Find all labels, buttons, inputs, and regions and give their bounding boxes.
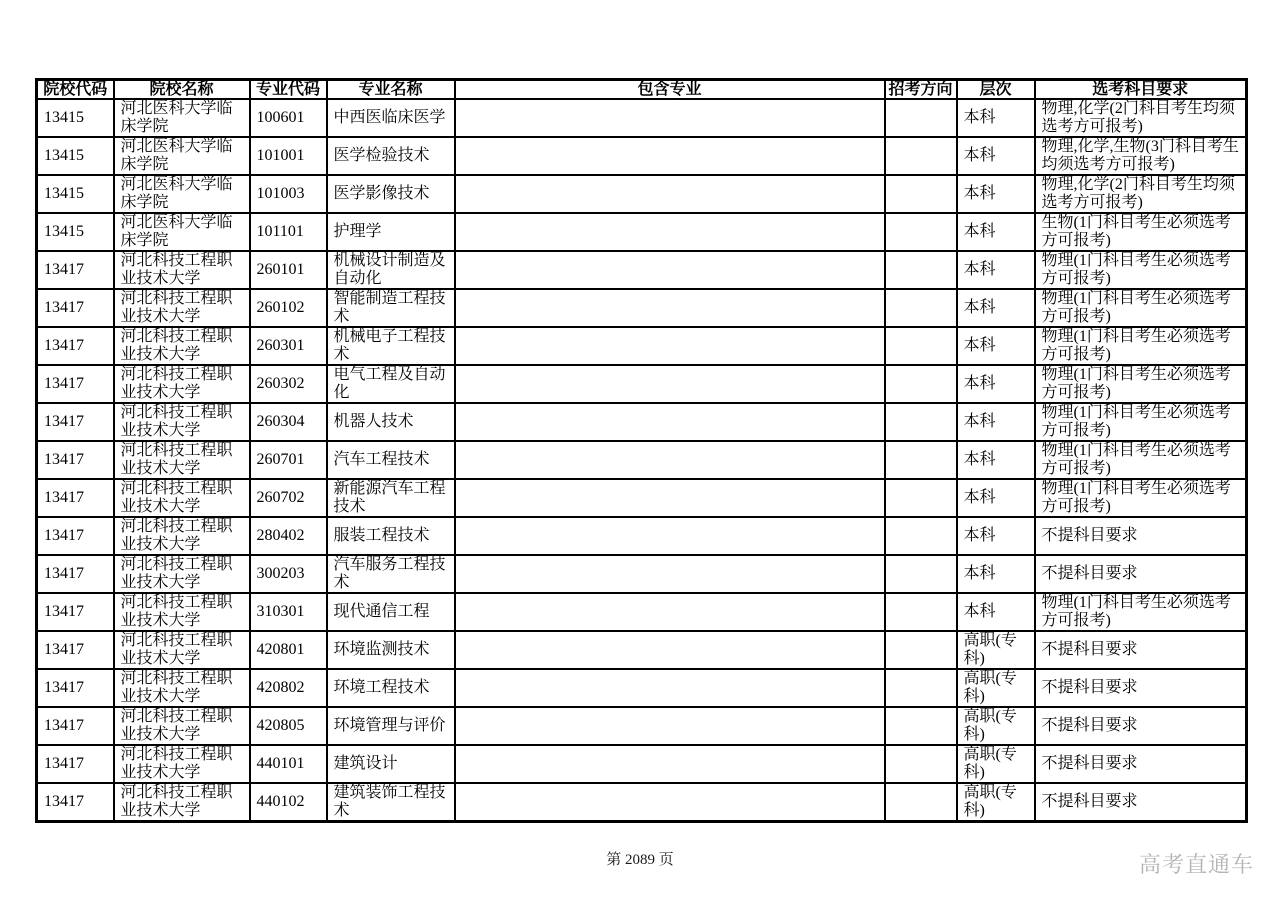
cell-requirement: 物理(1门科目考生必须选考方可报考) (1035, 251, 1247, 289)
cell-college-name: 河北医科大学临床学院 (114, 99, 250, 137)
cell-direction (885, 783, 957, 822)
table-body (37, 99, 1247, 822)
cell-college-name: 河北科技工程职业技术大学 (114, 251, 250, 289)
cell-requirement: 物理(1门科目考生必须选考方可报考) (1035, 403, 1247, 441)
cell-requirement: 物理(1门科目考生必须选考方可报考) (1035, 479, 1247, 517)
cell-major-code: 440102 (250, 783, 327, 822)
cell-college-code: 13417 (37, 517, 114, 555)
cell-major-code: 260702 (250, 479, 327, 517)
cell-college-code: 13417 (37, 707, 114, 745)
cell-included-majors (455, 327, 885, 365)
cell-included-majors (455, 707, 885, 745)
cell-level: 本科 (957, 289, 1035, 327)
cell-college-code: 13417 (37, 745, 114, 783)
cell-college-name: 河北科技工程职业技术大学 (114, 289, 250, 327)
cell-college-code: 13417 (37, 669, 114, 707)
cell-included-majors (455, 517, 885, 555)
cell-college-code: 13415 (37, 175, 114, 213)
cell-college-name: 河北科技工程职业技术大学 (114, 783, 250, 822)
cell-included-majors (455, 593, 885, 631)
cell-major-code: 280402 (250, 517, 327, 555)
cell-direction (885, 555, 957, 593)
cell-college-name: 河北科技工程职业技术大学 (114, 441, 250, 479)
cell-college-name: 河北科技工程职业技术大学 (114, 403, 250, 441)
cell-requirement: 物理(1门科目考生必须选考方可报考) (1035, 365, 1247, 403)
cell-college-name: 河北科技工程职业技术大学 (114, 517, 250, 555)
cell-major-name: 机器人技术 (327, 403, 455, 441)
cell-college-name: 河北科技工程职业技术大学 (114, 555, 250, 593)
cell-college-code: 13415 (37, 137, 114, 175)
cell-major-name: 环境管理与评价 (327, 707, 455, 745)
cell-major-code: 260101 (250, 251, 327, 289)
cell-major-name: 建筑装饰工程技术 (327, 783, 455, 822)
table-row (37, 365, 1247, 403)
cell-direction (885, 441, 957, 479)
cell-included-majors (455, 745, 885, 783)
cell-major-code: 420801 (250, 631, 327, 669)
cell-included-majors (455, 669, 885, 707)
cell-direction (885, 517, 957, 555)
table-row (37, 593, 1247, 631)
cell-college-name: 河北科技工程职业技术大学 (114, 631, 250, 669)
cell-college-name: 河北科技工程职业技术大学 (114, 365, 250, 403)
cell-direction (885, 137, 957, 175)
cell-requirement: 不提科目要求 (1035, 669, 1247, 707)
cell-major-name: 智能制造工程技术 (327, 289, 455, 327)
cell-requirement: 生物(1门科目考生必须选考方可报考) (1035, 213, 1247, 251)
watermark-text: 高考直通车 (1138, 852, 1254, 877)
table-row (37, 555, 1247, 593)
table-header-row (37, 80, 1247, 100)
cell-requirement: 物理(1门科目考生必须选考方可报考) (1035, 289, 1247, 327)
cell-included-majors (455, 99, 885, 137)
cell-major-code: 300203 (250, 555, 327, 593)
cell-level: 本科 (957, 175, 1035, 213)
cell-level: 本科 (957, 555, 1035, 593)
cell-major-code: 101001 (250, 137, 327, 175)
cell-major-name: 现代通信工程 (327, 593, 455, 631)
cell-level: 本科 (957, 403, 1035, 441)
cell-direction (885, 327, 957, 365)
table-row (37, 175, 1247, 213)
cell-college-code: 13417 (37, 783, 114, 822)
cell-college-code: 13415 (37, 99, 114, 137)
cell-major-code: 101101 (250, 213, 327, 251)
cell-direction (885, 213, 957, 251)
cell-college-name: 河北科技工程职业技术大学 (114, 745, 250, 783)
cell-included-majors (455, 251, 885, 289)
table-row (37, 327, 1247, 365)
cell-major-name: 服装工程技术 (327, 517, 455, 555)
table-row (37, 137, 1247, 175)
column-header-level: 层次 (957, 80, 1035, 100)
cell-major-code: 260701 (250, 441, 327, 479)
cell-direction (885, 593, 957, 631)
cell-direction (885, 479, 957, 517)
cell-college-name: 河北科技工程职业技术大学 (114, 669, 250, 707)
cell-college-name: 河北科技工程职业技术大学 (114, 479, 250, 517)
cell-level: 高职(专科) (957, 707, 1035, 745)
cell-major-code: 420802 (250, 669, 327, 707)
cell-major-name: 机械设计制造及自动化 (327, 251, 455, 289)
admissions-plan-table (35, 78, 1248, 823)
table-row (37, 441, 1247, 479)
table-row (37, 99, 1247, 137)
cell-college-name: 河北医科大学临床学院 (114, 137, 250, 175)
cell-included-majors (455, 479, 885, 517)
cell-included-majors (455, 365, 885, 403)
cell-major-name: 电气工程及自动化 (327, 365, 455, 403)
cell-level: 本科 (957, 593, 1035, 631)
cell-requirement: 不提科目要求 (1035, 555, 1247, 593)
cell-requirement: 物理,化学,生物(3门科目考生均须选考方可报考) (1035, 137, 1247, 175)
cell-included-majors (455, 213, 885, 251)
cell-requirement: 不提科目要求 (1035, 707, 1247, 745)
cell-direction (885, 745, 957, 783)
cell-major-code: 310301 (250, 593, 327, 631)
cell-college-name: 河北医科大学临床学院 (114, 175, 250, 213)
cell-major-code: 260302 (250, 365, 327, 403)
cell-college-code: 13415 (37, 213, 114, 251)
cell-included-majors (455, 289, 885, 327)
cell-requirement: 物理,化学(2门科目考生均须选考方可报考) (1035, 175, 1247, 213)
cell-college-code: 13417 (37, 479, 114, 517)
cell-major-name: 新能源汽车工程技术 (327, 479, 455, 517)
cell-direction (885, 175, 957, 213)
cell-major-name: 护理学 (327, 213, 455, 251)
cell-major-name: 建筑设计 (327, 745, 455, 783)
table-row (37, 631, 1247, 669)
cell-direction (885, 289, 957, 327)
cell-major-name: 汽车服务工程技术 (327, 555, 455, 593)
table-row (37, 783, 1247, 822)
cell-major-code: 260102 (250, 289, 327, 327)
table-row (37, 669, 1247, 707)
cell-major-name: 环境监测技术 (327, 631, 455, 669)
cell-college-code: 13417 (37, 289, 114, 327)
cell-major-name: 机械电子工程技术 (327, 327, 455, 365)
cell-major-name: 中西医临床医学 (327, 99, 455, 137)
cell-level: 高职(专科) (957, 631, 1035, 669)
column-header-major-name: 专业名称 (327, 80, 455, 100)
cell-direction (885, 403, 957, 441)
cell-major-code: 440101 (250, 745, 327, 783)
cell-level: 高职(专科) (957, 669, 1035, 707)
cell-major-name: 环境工程技术 (327, 669, 455, 707)
cell-major-name: 医学检验技术 (327, 137, 455, 175)
cell-college-name: 河北科技工程职业技术大学 (114, 593, 250, 631)
cell-included-majors (455, 783, 885, 822)
cell-requirement: 不提科目要求 (1035, 783, 1247, 822)
column-header-college-name: 院校名称 (114, 80, 250, 100)
table-row (37, 479, 1247, 517)
cell-college-code: 13417 (37, 251, 114, 289)
cell-direction (885, 631, 957, 669)
table-row (37, 517, 1247, 555)
cell-level: 本科 (957, 327, 1035, 365)
cell-requirement: 物理(1门科目考生必须选考方可报考) (1035, 327, 1247, 365)
column-header-requirement: 选考科目要求 (1035, 80, 1247, 100)
cell-level: 本科 (957, 99, 1035, 137)
cell-level: 本科 (957, 441, 1035, 479)
cell-level: 本科 (957, 365, 1035, 403)
cell-level: 本科 (957, 251, 1035, 289)
cell-major-name: 医学影像技术 (327, 175, 455, 213)
cell-major-code: 260301 (250, 327, 327, 365)
cell-college-name: 河北科技工程职业技术大学 (114, 327, 250, 365)
cell-level: 本科 (957, 137, 1035, 175)
cell-level: 本科 (957, 517, 1035, 555)
cell-college-code: 13417 (37, 441, 114, 479)
cell-college-code: 13417 (37, 593, 114, 631)
page-number: 第 2089 页 (606, 852, 674, 868)
cell-requirement: 不提科目要求 (1035, 631, 1247, 669)
cell-direction (885, 99, 957, 137)
cell-college-code: 13417 (37, 631, 114, 669)
cell-requirement: 不提科目要求 (1035, 745, 1247, 783)
cell-major-code: 420805 (250, 707, 327, 745)
cell-major-code: 101003 (250, 175, 327, 213)
cell-included-majors (455, 175, 885, 213)
table-row (37, 289, 1247, 327)
column-header-college-code: 院校代码 (37, 80, 114, 100)
column-header-direction: 招考方向 (885, 80, 957, 100)
cell-included-majors (455, 137, 885, 175)
cell-college-code: 13417 (37, 327, 114, 365)
column-header-major-code: 专业代码 (250, 80, 327, 100)
cell-major-code: 260304 (250, 403, 327, 441)
cell-major-name: 汽车工程技术 (327, 441, 455, 479)
cell-included-majors (455, 441, 885, 479)
cell-direction (885, 669, 957, 707)
cell-college-name: 河北科技工程职业技术大学 (114, 707, 250, 745)
cell-included-majors (455, 555, 885, 593)
table-row (37, 213, 1247, 251)
cell-requirement: 不提科目要求 (1035, 517, 1247, 555)
cell-requirement: 物理(1门科目考生必须选考方可报考) (1035, 441, 1247, 479)
cell-direction (885, 365, 957, 403)
table-row (37, 251, 1247, 289)
cell-college-code: 13417 (37, 555, 114, 593)
cell-requirement: 物理,化学(2门科目考生均须选考方可报考) (1035, 99, 1247, 137)
cell-level: 本科 (957, 213, 1035, 251)
cell-college-name: 河北医科大学临床学院 (114, 213, 250, 251)
cell-requirement: 物理(1门科目考生必须选考方可报考) (1035, 593, 1247, 631)
cell-college-code: 13417 (37, 403, 114, 441)
cell-level: 本科 (957, 479, 1035, 517)
column-header-included-majors: 包含专业 (455, 80, 885, 100)
cell-direction (885, 707, 957, 745)
cell-included-majors (455, 631, 885, 669)
cell-level: 高职(专科) (957, 745, 1035, 783)
table-row (37, 745, 1247, 783)
cell-major-code: 100601 (250, 99, 327, 137)
table-row (37, 403, 1247, 441)
cell-direction (885, 251, 957, 289)
cell-included-majors (455, 403, 885, 441)
table-row (37, 707, 1247, 745)
cell-level: 高职(专科) (957, 783, 1035, 822)
cell-college-code: 13417 (37, 365, 114, 403)
